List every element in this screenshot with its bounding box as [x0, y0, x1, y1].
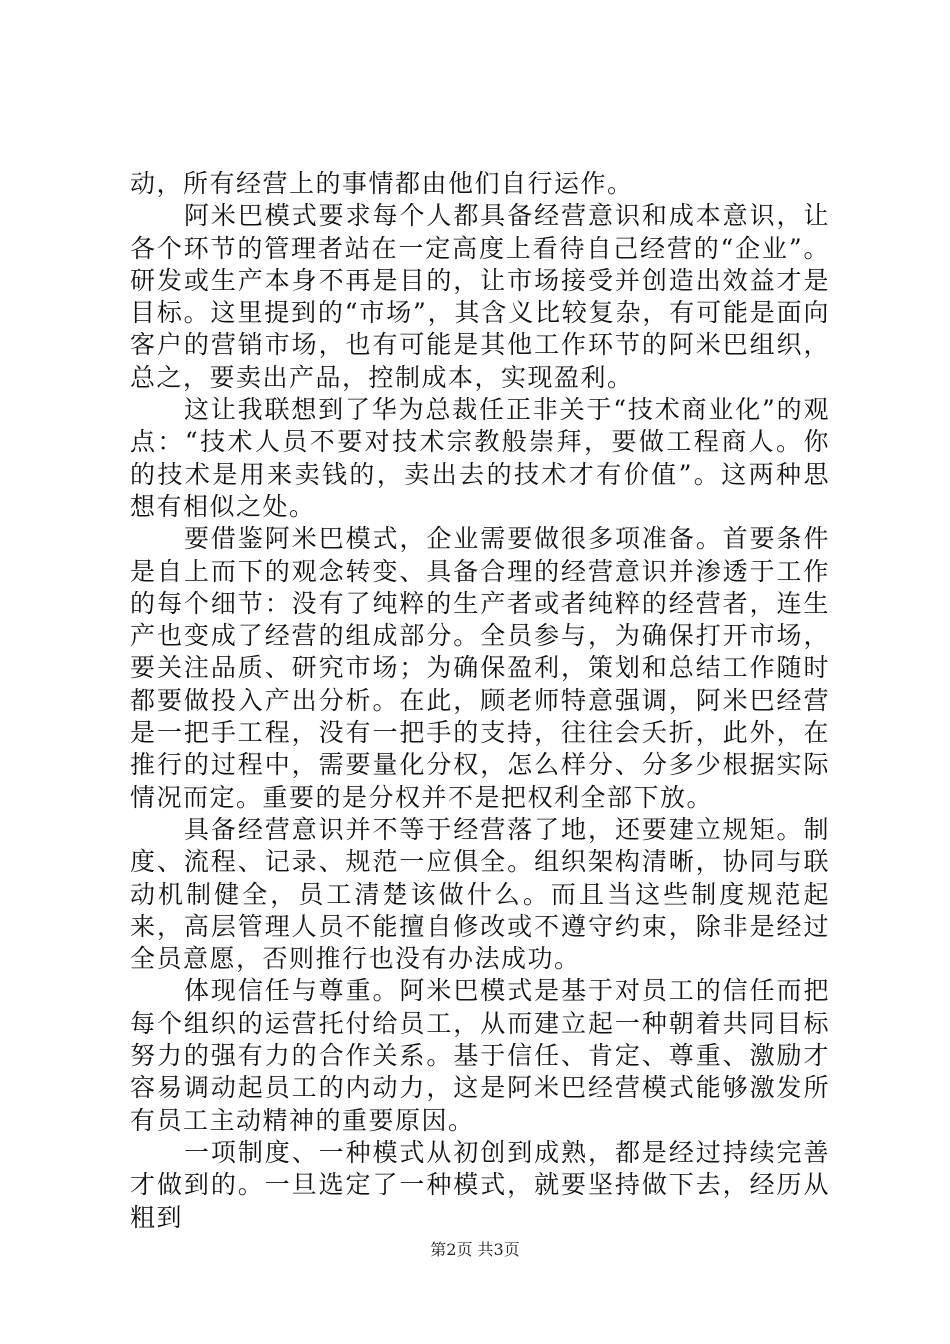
document-body — [130, 168, 830, 1234]
paragraph-trust-respect: 体现信任与尊重。阿米巴模式是基于对员工的信任而把每个组织的运营托付给员工，从而建立起一种朝着共同目标努力的强有力的合作关系。基于信任、肯定、尊重、激励才容易调动起员工的内动力，这是阿米巴经营模式能够激发所有员工主动精神的重要原因。 — [130, 976, 830, 1135]
paragraph-continuation: 动，所有经营上的事情都由他们自行运作。 — [130, 169, 634, 198]
paragraph-persistence: 一项制度、一种模式从初创到成熟，都是经过持续完善才做到的。一旦选定了一种模式，就要坚持做下去，经历从粗到 — [130, 1137, 830, 1232]
paragraph-rules: 具备经营意识并不等于经营落了地，还要建立规矩。制度、流程、记录、规范一应俱全。组织架构清晰，协同与联动机制健全，员工清楚该做什么。而且当这些制度规范起来，高层管理人员不能擅自修改或不遵守约束，除非是经过全员意愿，否则推行也没有办法成功。 — [130, 814, 830, 974]
page-number-footer: 第2页 共3页 — [430, 1240, 520, 1259]
paragraph-amoeba-awareness: 阿米巴模式要求每个人都具备经营意识和成本意识，让各个环节的管理者站在一定高度上看待自己经营的“企业”。研发或生产本身不再是目的，让市场接受并创造出效益才是目标。这里提到的“市场”，其含义比较复杂，有可能是面向客户的营销市场，也有可能是其他工作环节的阿米巴组织，总之，要卖出产品，控制成本，实现盈利。 — [130, 201, 830, 392]
paragraph-preparation: 要借鉴阿米巴模式，企业需要做很多项准备。首要条件是自上而下的观念转变、具备合理的经营意识并渗透于工作的每个细节：没有了纯粹的生产者或者纯粹的经营者，连生产也变成了经营的组成部分。全员参与，为确保打开市场，要关注品质、研究市场；为确保盈利，策划和总结工作随时都要做投入产出分析。在此，顾老师特意强调，阿米巴经营是一把手工程，没有一把手的支持，往往会夭折，此外，在推行的过程中，需要量化分权，怎么样分、分多少根据实际情况而定。重要的是分权并不是把权利全部下放。 — [130, 524, 830, 812]
paragraph-huawei-comparison: 这让我联想到了华为总裁任正非关于“技术商业化”的观点：“技术人员不要对技术宗教般崇拜，要做工程商人。你的技术是用来卖钱的，卖出去的技术才有价值”。这两种思想有相似之处。 — [130, 395, 830, 521]
